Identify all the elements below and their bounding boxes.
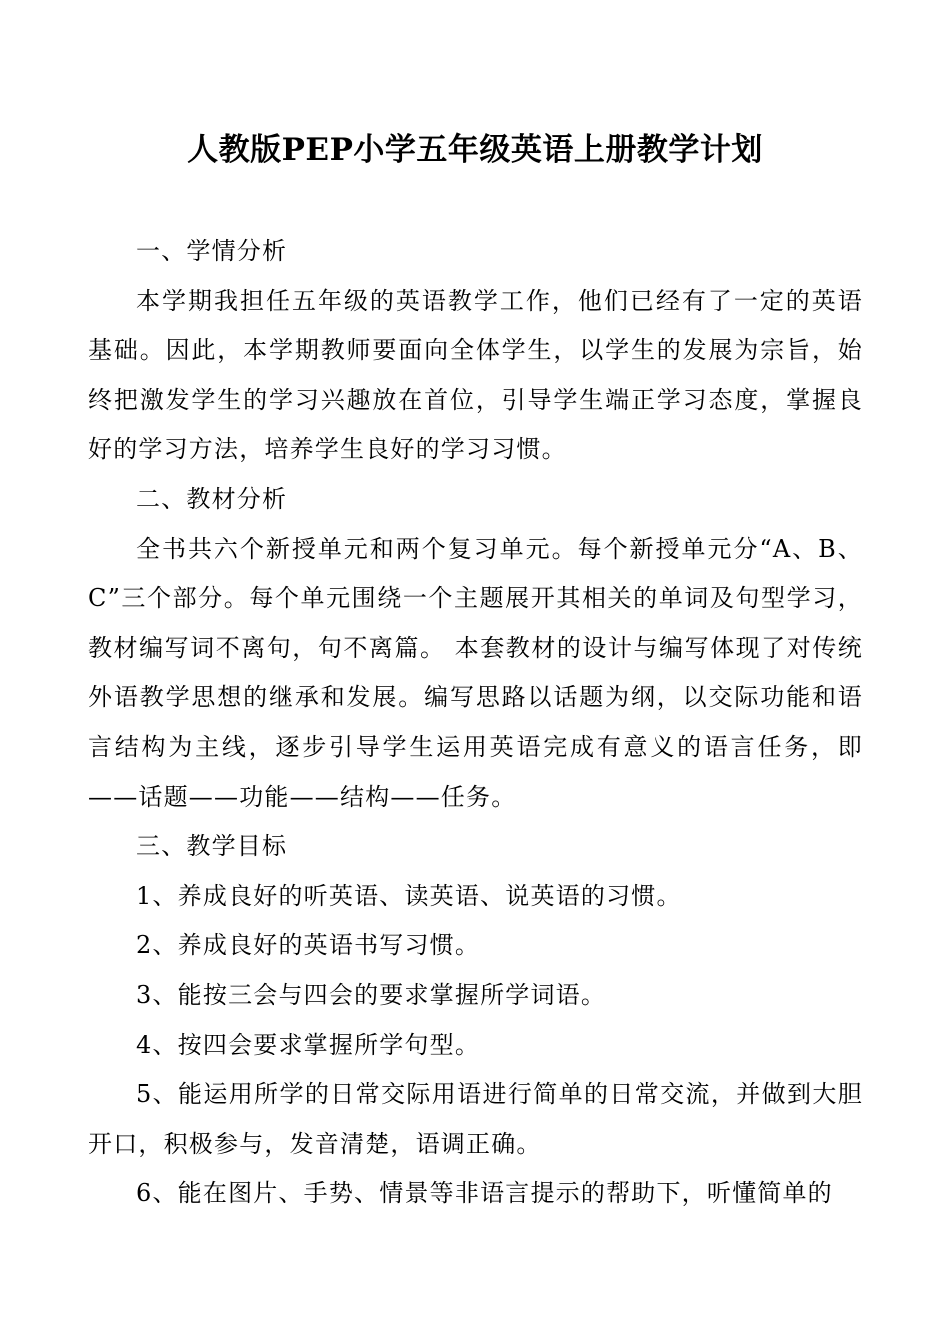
section-heading-learning-analysis: 一、学情分析 bbox=[136, 237, 288, 265]
goal-item-3: 3、能按三会与四会的要求掌握所学词语。 bbox=[136, 980, 607, 1009]
paragraph-learning-analysis: 本学期我担任五年级的英语教学工作，他们已经有了一定的英语基础。因此，本学期教师要面向全体学生，以学生的发展为宗旨，始终把激发学生的学习兴趣放在首位，引导学生端正学习态度，掌握良好的学习方法，培养学生良好的学习习惯。 bbox=[88, 286, 863, 464]
goal-item-1: 1、养成良好的听英语、读英语、说英语的习惯。 bbox=[136, 881, 682, 910]
goal-item-4: 4、按四会要求掌握所学句型。 bbox=[136, 1030, 481, 1059]
document-body bbox=[88, 227, 863, 1219]
document-title: 人教版PEP小学五年级英语上册教学计划 bbox=[187, 132, 763, 168]
paragraph-textbook-analysis: 全书共六个新授单元和两个复习单元。每个新授单元分“A、B、C”三个部分。每个单元围绕一个主题展开其相关的单词及句型学习，教材编写词不离句，句不离篇。 本套教材的设计与编写体现了对传统外语教学思想的继承和发展。编写思路以话题为纲，以交际功能和语言结构为主线，逐步引导学生运用英语完成有意义的语言任务，即——话题——功能——结构——任务。 bbox=[88, 534, 863, 811]
goal-item-2: 2、养成良好的英语书写习惯。 bbox=[136, 931, 481, 960]
goal-item-5: 5、能运用所学的日常交际用语进行简单的日常交流，并做到大胆开口，积极参与，发音清楚，语调正确。 bbox=[88, 1080, 863, 1158]
goal-item-6: 6、能在图片、手势、情景等非语言提示的帮助下，听懂简单的 bbox=[136, 1179, 833, 1208]
section-heading-textbook-analysis: 二、教材分析 bbox=[136, 484, 288, 513]
section-heading-teaching-goals: 三、教学目标 bbox=[136, 832, 288, 861]
